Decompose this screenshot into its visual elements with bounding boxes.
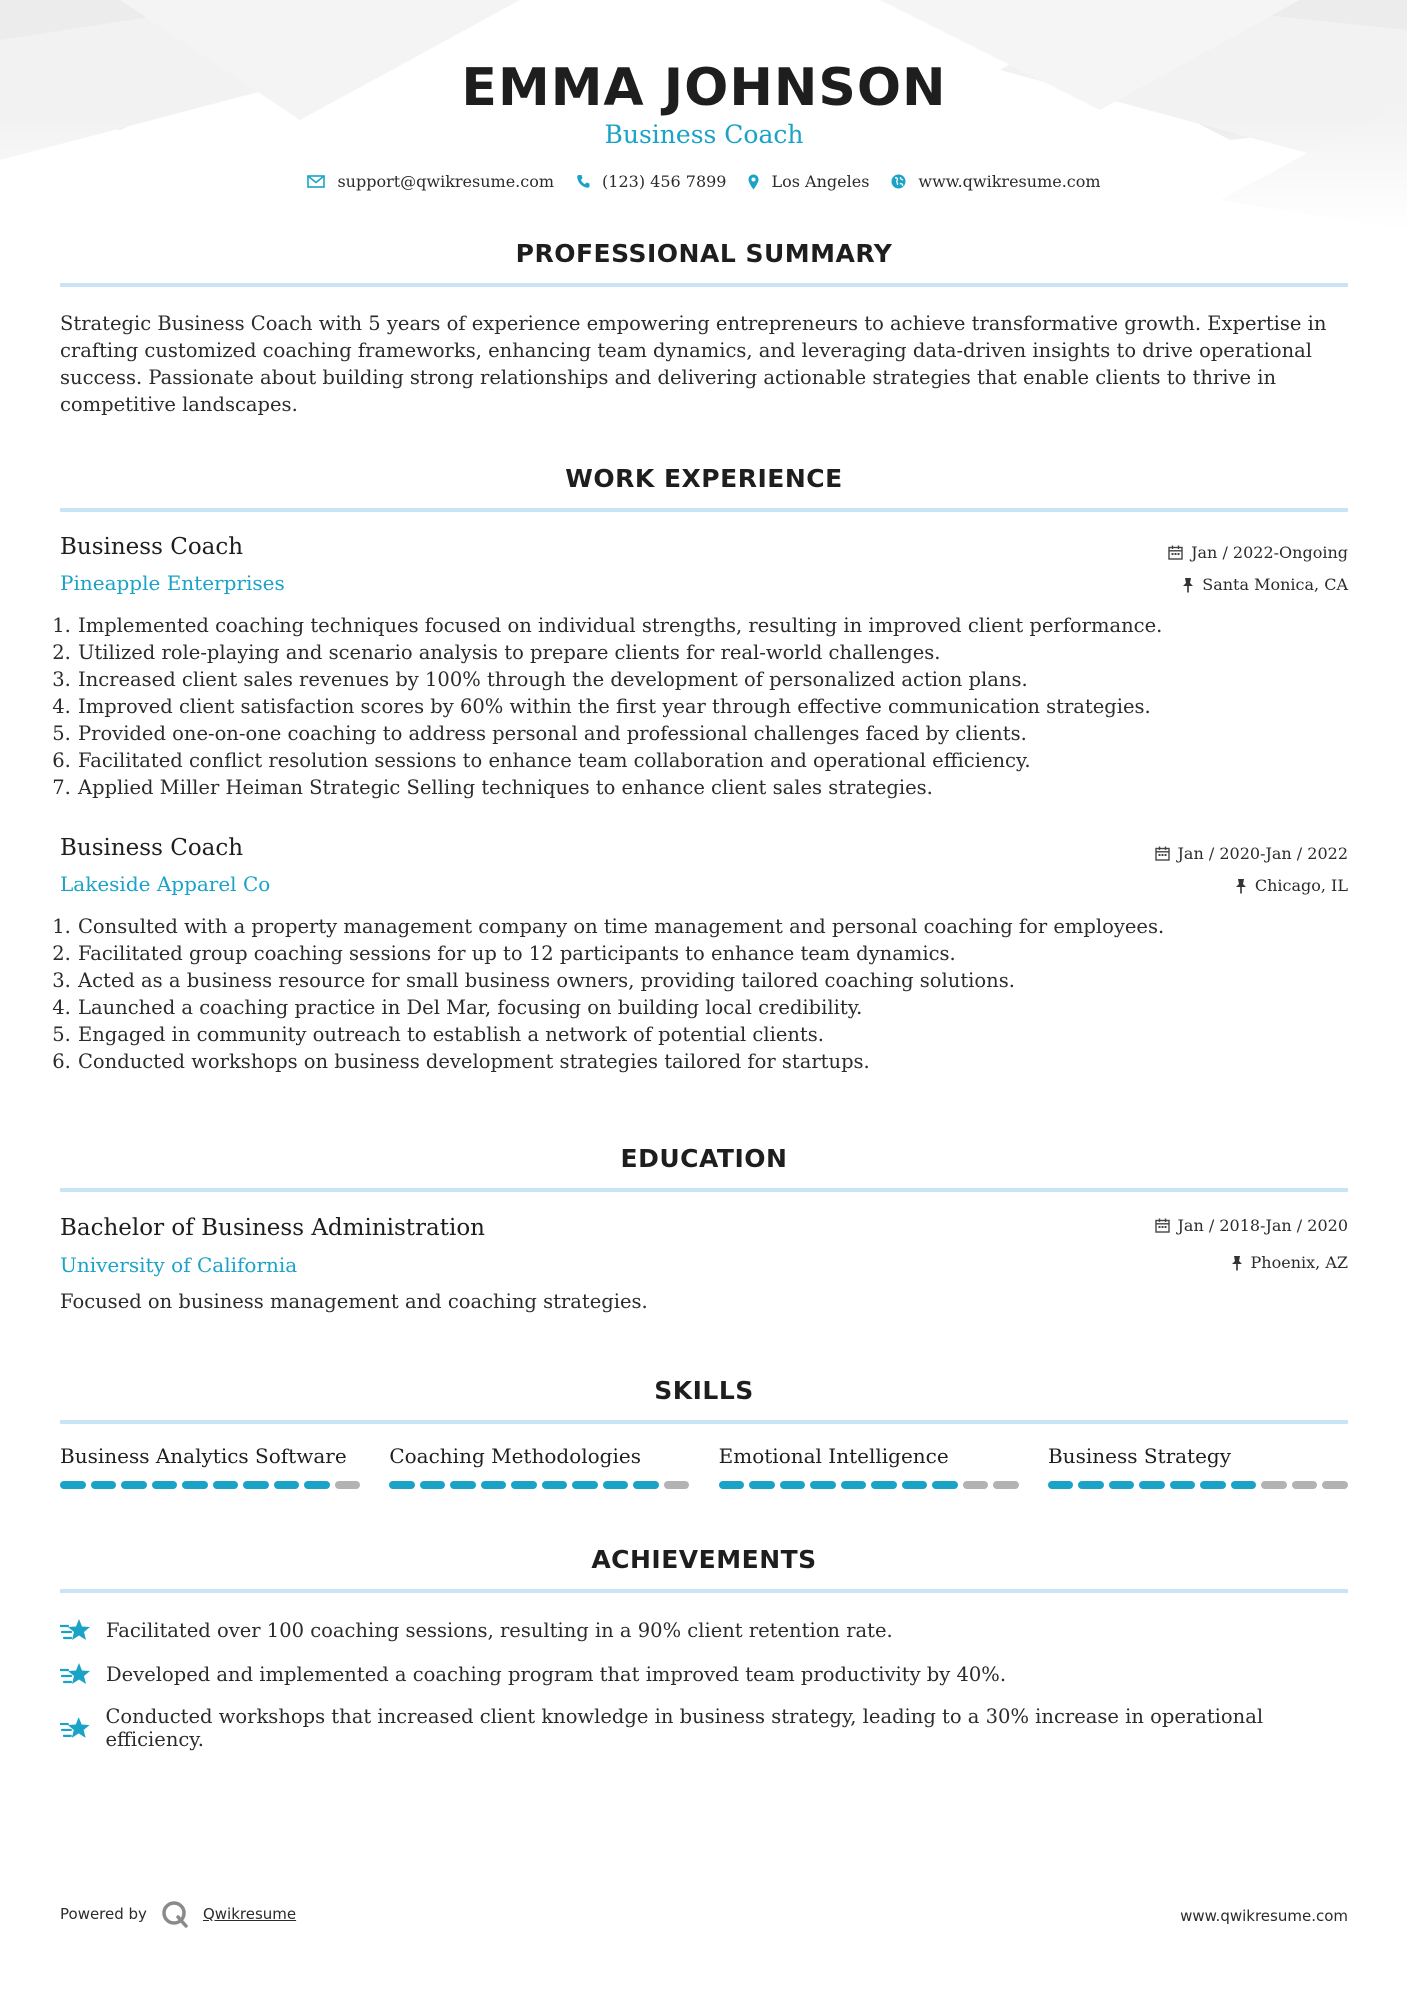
skill-segment-filled xyxy=(91,1481,117,1489)
skill-segment-filled xyxy=(243,1481,269,1489)
skill-segment-filled xyxy=(902,1481,928,1489)
skill-name: Business Strategy xyxy=(1047,1444,1232,1468)
contact-bar xyxy=(60,172,1348,191)
skill-level-bar xyxy=(719,1481,1019,1489)
powered-by-label: Powered by xyxy=(60,1905,147,1923)
summary-text: Strategic Business Coach with 5 years of experience empowering entrepreneurs to achieve transformative growth. Expertise in crafting customized coaching frameworks, enhancing team dynamics, and leveraging data-driven insights to drive operational success. Passionate about building strong relationships and delivering actionable strategies that enable clients to thrive in competitive landscapes. xyxy=(60,312,1327,416)
job-location xyxy=(1182,575,1348,594)
skill-segment-filled xyxy=(420,1481,446,1489)
skill-segment-filled xyxy=(719,1481,745,1489)
calendar-icon xyxy=(1155,846,1170,861)
skill-segment-filled xyxy=(274,1481,300,1489)
job-title: Business Coach xyxy=(60,534,244,560)
job-location-text: Santa Monica, CA xyxy=(1202,575,1348,594)
skill-segment-filled xyxy=(1170,1481,1196,1489)
globe-icon xyxy=(891,174,906,189)
location-text: Los Angeles xyxy=(771,172,870,191)
job-title: Business Coach xyxy=(60,835,244,861)
skill-segment-empty xyxy=(1261,1481,1287,1489)
email-text: support@qwikresume.com xyxy=(337,172,555,191)
job-company: Lakeside Apparel Co xyxy=(60,872,271,896)
skill-segment-filled xyxy=(1139,1481,1165,1489)
skill-item xyxy=(719,1444,1019,1489)
skill-name: Business Analytics Software xyxy=(60,1444,347,1468)
achievement-text: Facilitated over 100 coaching sessions, resulting in a 90% client retention rate. xyxy=(106,1618,893,1642)
calendar-icon xyxy=(1155,1218,1170,1233)
school-name: University of California xyxy=(60,1253,298,1277)
skill-level-bar xyxy=(389,1481,689,1489)
skill-level-bar xyxy=(1048,1481,1348,1489)
skill-segment-filled xyxy=(572,1481,598,1489)
skill-name: Emotional Intelligence xyxy=(718,1444,949,1468)
skill-item xyxy=(389,1444,689,1489)
skill-segment-filled xyxy=(1200,1481,1226,1489)
shooting-star-icon xyxy=(60,1617,92,1643)
achievement-item xyxy=(60,1705,1348,1751)
skill-segment-filled xyxy=(932,1481,958,1489)
skill-segment-filled xyxy=(481,1481,507,1489)
skill-segment-filled xyxy=(511,1481,537,1489)
skills-row xyxy=(60,1444,1348,1489)
list-item: 3. Increased client sales revenues by 100% through the development of personalized action plans. xyxy=(77,666,1348,693)
skill-segment-empty xyxy=(1322,1481,1348,1489)
shooting-star-icon xyxy=(60,1661,92,1687)
shooting-star-icon xyxy=(60,1715,92,1741)
pushpin-icon xyxy=(1182,577,1194,593)
skill-segment-empty xyxy=(963,1481,989,1489)
footer-website[interactable]: www.qwikresume.com xyxy=(1180,1907,1348,1925)
brand-link[interactable]: Qwikresume xyxy=(202,1905,297,1923)
list-item: 3. Acted as a business resource for small business owners, providing tailored coaching solutions. xyxy=(77,967,1348,994)
achievement-item xyxy=(60,1661,1006,1687)
skills-heading: SKILLS xyxy=(654,1376,754,1405)
summary-divider xyxy=(60,283,1348,287)
experience-divider xyxy=(60,508,1348,512)
skill-segment-empty xyxy=(335,1481,361,1489)
achievements-divider xyxy=(60,1589,1348,1593)
skill-segment-empty xyxy=(664,1481,690,1489)
skill-segment-filled xyxy=(871,1481,897,1489)
list-item: 1. Implemented coaching techniques focused on individual strengths, resulting in improved client performance. xyxy=(77,612,1348,639)
skills-divider xyxy=(60,1420,1348,1424)
skill-segment-filled xyxy=(633,1481,659,1489)
degree-title: Bachelor of Business Administration xyxy=(60,1215,485,1241)
job-company: Pineapple Enterprises xyxy=(60,571,285,595)
education-location xyxy=(1231,1253,1348,1272)
skill-item xyxy=(60,1444,360,1489)
list-item: 1. Consulted with a property management company on time management and personal coaching for employees. xyxy=(77,913,1348,940)
education-heading: EDUCATION xyxy=(620,1144,788,1173)
education-dates-text: Jan / 2018-Jan / 2020 xyxy=(1177,1216,1348,1235)
phone-icon xyxy=(576,174,590,189)
skill-segment-filled xyxy=(810,1481,836,1489)
list-item: 5. Provided one-on-one coaching to address personal and professional challenges faced by clients. xyxy=(77,720,1348,747)
footer-powered-by xyxy=(60,1900,296,1928)
qwikresume-logo-icon xyxy=(161,1900,189,1928)
calendar-icon xyxy=(1168,545,1183,560)
skill-segment-filled xyxy=(1109,1481,1135,1489)
skill-segment-filled xyxy=(182,1481,208,1489)
envelope-icon xyxy=(307,175,325,188)
job-dates xyxy=(1168,543,1348,562)
job-dates-text: Jan / 2020-Jan / 2022 xyxy=(1177,844,1348,863)
job-dates-text: Jan / 2022-Ongoing xyxy=(1191,543,1348,562)
skill-segment-filled xyxy=(60,1481,86,1489)
achievement-text: Conducted workshops that increased client knowledge in business strategy, leading to a 30% increase in operational efficiency. xyxy=(105,1705,1264,1751)
job-location-text: Chicago, IL xyxy=(1254,876,1348,895)
skill-segment-filled xyxy=(542,1481,568,1489)
pushpin-icon xyxy=(1235,878,1247,894)
experience-heading: WORK EXPERIENCE xyxy=(565,464,843,493)
skill-segment-filled xyxy=(1078,1481,1104,1489)
skill-segment-filled xyxy=(780,1481,806,1489)
skill-name: Coaching Methodologies xyxy=(389,1444,641,1468)
contact-location xyxy=(748,172,869,191)
skill-segment-filled xyxy=(304,1481,330,1489)
contact-website[interactable] xyxy=(891,172,1100,191)
list-item: 6. Facilitated conflict resolution sessions to enhance team collaboration and operational efficiency. xyxy=(77,747,1348,774)
skill-segment-filled xyxy=(450,1481,476,1489)
summary-heading: PROFESSIONAL SUMMARY xyxy=(515,239,893,268)
skill-segment-filled xyxy=(389,1481,415,1489)
website-text: www.qwikresume.com xyxy=(918,172,1101,191)
job-bullets xyxy=(60,612,1348,801)
skill-segment-filled xyxy=(121,1481,147,1489)
achievement-text: Developed and implemented a coaching program that improved team productivity by 40%. xyxy=(106,1662,1007,1686)
list-item: 6. Conducted workshops on business development strategies tailored for startups. xyxy=(77,1048,1348,1075)
achievements-heading: ACHIEVEMENTS xyxy=(591,1545,817,1574)
list-item: 5. Engaged in community outreach to establish a network of potential clients. xyxy=(77,1021,1348,1048)
education-description: Focused on business management and coaching strategies. xyxy=(60,1290,648,1313)
education-dates xyxy=(1155,1216,1348,1235)
skill-level-bar xyxy=(60,1481,360,1489)
list-item: 2. Utilized role-playing and scenario analysis to prepare clients for real-world challenges. xyxy=(77,639,1348,666)
skill-segment-filled xyxy=(603,1481,629,1489)
education-location-text: Phoenix, AZ xyxy=(1250,1253,1348,1272)
job-bullets xyxy=(60,913,1348,1075)
list-item: 2. Facilitated group coaching sessions for up to 12 participants to enhance team dynamics. xyxy=(77,940,1348,967)
phone-text: (123) 456 7899 xyxy=(602,172,727,191)
contact-phone[interactable] xyxy=(576,172,726,191)
education-divider xyxy=(60,1188,1348,1192)
pushpin-icon xyxy=(1231,1255,1243,1271)
list-item: 4. Launched a coaching practice in Del Mar, focusing on building local credibility. xyxy=(77,994,1348,1021)
skill-segment-filled xyxy=(749,1481,775,1489)
job-location xyxy=(1235,876,1348,895)
skill-segment-filled xyxy=(841,1481,867,1489)
job-dates xyxy=(1155,844,1348,863)
candidate-name: EMMA JOHNSON xyxy=(461,58,947,118)
skill-segment-filled xyxy=(213,1481,239,1489)
skill-segment-empty xyxy=(993,1481,1019,1489)
candidate-title: Business Coach xyxy=(604,120,804,149)
skill-segment-filled xyxy=(1048,1481,1074,1489)
skill-segment-empty xyxy=(1292,1481,1318,1489)
skill-segment-filled xyxy=(1231,1481,1257,1489)
list-item: 7. Applied Miller Heiman Strategic Selling techniques to enhance client sales strategies. xyxy=(77,774,1348,801)
contact-email[interactable] xyxy=(307,172,554,191)
skill-item xyxy=(1048,1444,1348,1489)
list-item: 4. Improved client satisfaction scores by 60% within the first year through effective communication strategies. xyxy=(77,693,1348,720)
skill-segment-filled xyxy=(152,1481,178,1489)
map-pin-icon xyxy=(748,174,759,190)
achievement-item xyxy=(60,1617,893,1643)
